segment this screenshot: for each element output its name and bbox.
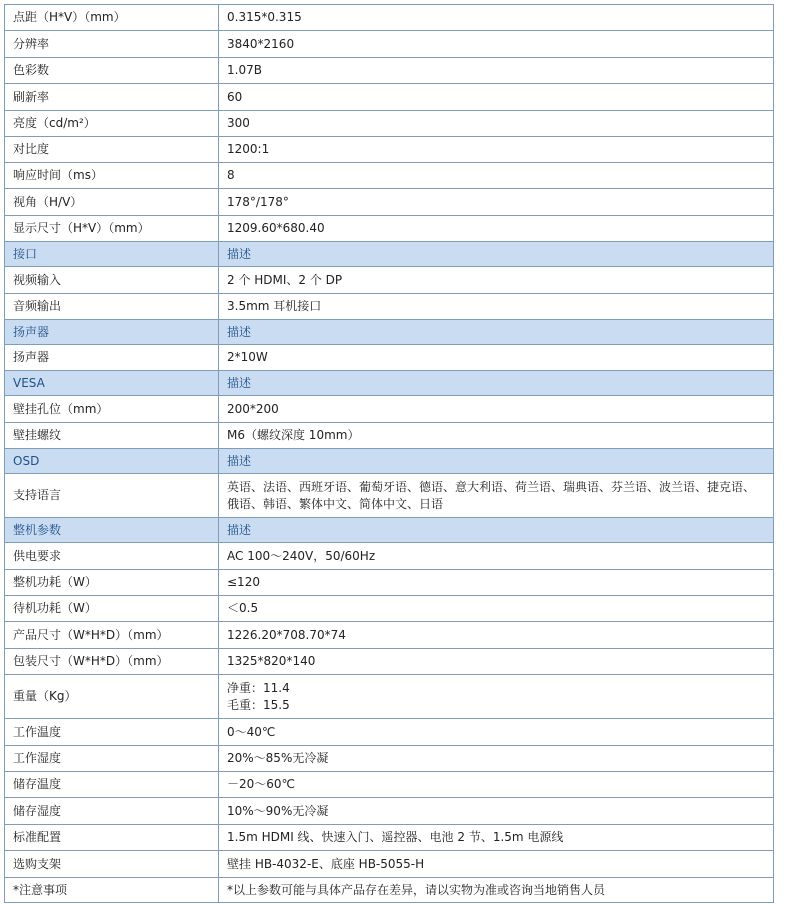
spec-row	[5, 5, 774, 31]
spec-value: 2*10W	[219, 345, 774, 371]
spec-label: 选购支架	[5, 851, 219, 878]
section-header-row	[5, 242, 774, 267]
spec-row	[5, 719, 774, 746]
spec-value: M6（螺纹深度 10mm）	[219, 423, 774, 449]
spec-row	[5, 649, 774, 675]
spec-value: 3.5mm 耳机接口	[219, 294, 774, 320]
spec-label: 响应时间（ms）	[5, 163, 219, 189]
spec-value: 1.5m HDMI 线、快速入门、遥控器、电池 2 节、1.5m 电源线	[219, 825, 774, 851]
spec-value: AC 100～240V，50/60Hz	[219, 543, 774, 570]
spec-label: 视角（H/V）	[5, 189, 219, 216]
spec-value: 1209.60*680.40	[219, 216, 774, 242]
section-description-header: 描述	[219, 242, 774, 267]
spec-row	[5, 622, 774, 649]
spec-row	[5, 474, 774, 518]
spec-row	[5, 84, 774, 111]
spec-row	[5, 137, 774, 163]
spec-row	[5, 216, 774, 242]
section-header-row	[5, 320, 774, 345]
spec-value: 0.315*0.315	[219, 5, 774, 31]
spec-value: 178°/178°	[219, 189, 774, 216]
spec-row	[5, 675, 774, 719]
spec-value: ＜0.5	[219, 596, 774, 622]
spec-label: 供电要求	[5, 543, 219, 570]
spec-value: 3840*2160	[219, 31, 774, 58]
spec-value: 壁挂 HB-4032-E、底座 HB-5055-H	[219, 851, 774, 878]
spec-value: 20%～85%无冷凝	[219, 746, 774, 772]
spec-label: 扬声器	[5, 345, 219, 371]
spec-label: 亮度（cd/m²）	[5, 111, 219, 137]
spec-row	[5, 111, 774, 137]
spec-label: 储存温度	[5, 772, 219, 798]
spec-table	[4, 4, 774, 903]
spec-value: 200*200	[219, 396, 774, 423]
spec-row	[5, 189, 774, 216]
spec-label: 产品尺寸（W*H*D）（mm）	[5, 622, 219, 649]
spec-row	[5, 825, 774, 851]
spec-label: 工作湿度	[5, 746, 219, 772]
spec-row	[5, 543, 774, 570]
spec-value	[219, 675, 774, 719]
spec-label: 音频输出	[5, 294, 219, 320]
spec-row	[5, 851, 774, 878]
spec-label: 重量（Kg）	[5, 675, 219, 719]
spec-row	[5, 267, 774, 294]
spec-value: 300	[219, 111, 774, 137]
section-header-row	[5, 449, 774, 474]
spec-label: 刷新率	[5, 84, 219, 111]
section-header-row	[5, 518, 774, 543]
spec-value-line: 毛重：15.5	[227, 697, 290, 712]
spec-row	[5, 746, 774, 772]
section-title: VESA	[5, 371, 219, 396]
spec-value: 英语、法语、西班牙语、葡萄牙语、德语、意大利语、荷兰语、瑞典语、芬兰语、波兰语、捷克语、俄语、韩语、繁体中文、简体中文、日语	[219, 474, 774, 518]
spec-row	[5, 58, 774, 84]
spec-label: 工作温度	[5, 719, 219, 746]
section-header-row	[5, 371, 774, 396]
spec-label: *注意事项	[5, 878, 219, 903]
spec-label: 对比度	[5, 137, 219, 163]
section-description-header: 描述	[219, 518, 774, 543]
spec-row	[5, 570, 774, 596]
section-title: 扬声器	[5, 320, 219, 345]
spec-value: 1.07B	[219, 58, 774, 84]
spec-value-line: 净重：11.4	[227, 680, 290, 695]
spec-table-body	[5, 5, 774, 903]
spec-label: 包装尺寸（W*H*D）（mm）	[5, 649, 219, 675]
spec-label: 壁挂螺纹	[5, 423, 219, 449]
spec-row	[5, 772, 774, 798]
spec-value: *以上参数可能与具体产品存在差异，请以实物为准或咨询当地销售人员	[219, 878, 774, 903]
spec-value: 8	[219, 163, 774, 189]
spec-row	[5, 596, 774, 622]
spec-label: 色彩数	[5, 58, 219, 84]
spec-value: 0～40℃	[219, 719, 774, 746]
spec-label: 支持语言	[5, 474, 219, 518]
spec-label: 储存湿度	[5, 798, 219, 825]
spec-value: －20～60℃	[219, 772, 774, 798]
section-description-header: 描述	[219, 449, 774, 474]
spec-label: 待机功耗（W）	[5, 596, 219, 622]
spec-row	[5, 345, 774, 371]
spec-label: 分辨率	[5, 31, 219, 58]
spec-label: 标准配置	[5, 825, 219, 851]
section-description-header: 描述	[219, 320, 774, 345]
section-title: 整机参数	[5, 518, 219, 543]
spec-label: 视频输入	[5, 267, 219, 294]
section-title: OSD	[5, 449, 219, 474]
spec-row	[5, 163, 774, 189]
spec-value: 1325*820*140	[219, 649, 774, 675]
section-description-header: 描述	[219, 371, 774, 396]
spec-value: ≤120	[219, 570, 774, 596]
spec-value: 1200:1	[219, 137, 774, 163]
spec-row	[5, 396, 774, 423]
spec-value: 60	[219, 84, 774, 111]
spec-label: 显示尺寸（H*V）（mm）	[5, 216, 219, 242]
spec-value: 10%～90%无冷凝	[219, 798, 774, 825]
spec-row	[5, 423, 774, 449]
spec-label: 整机功耗（W）	[5, 570, 219, 596]
spec-value: 2 个 HDMI、2 个 DP	[219, 267, 774, 294]
spec-row	[5, 798, 774, 825]
spec-value: 1226.20*708.70*74	[219, 622, 774, 649]
spec-label: 壁挂孔位（mm）	[5, 396, 219, 423]
spec-row	[5, 31, 774, 58]
spec-row	[5, 294, 774, 320]
section-title: 接口	[5, 242, 219, 267]
spec-row	[5, 878, 774, 903]
spec-label: 点距（H*V）（mm）	[5, 5, 219, 31]
